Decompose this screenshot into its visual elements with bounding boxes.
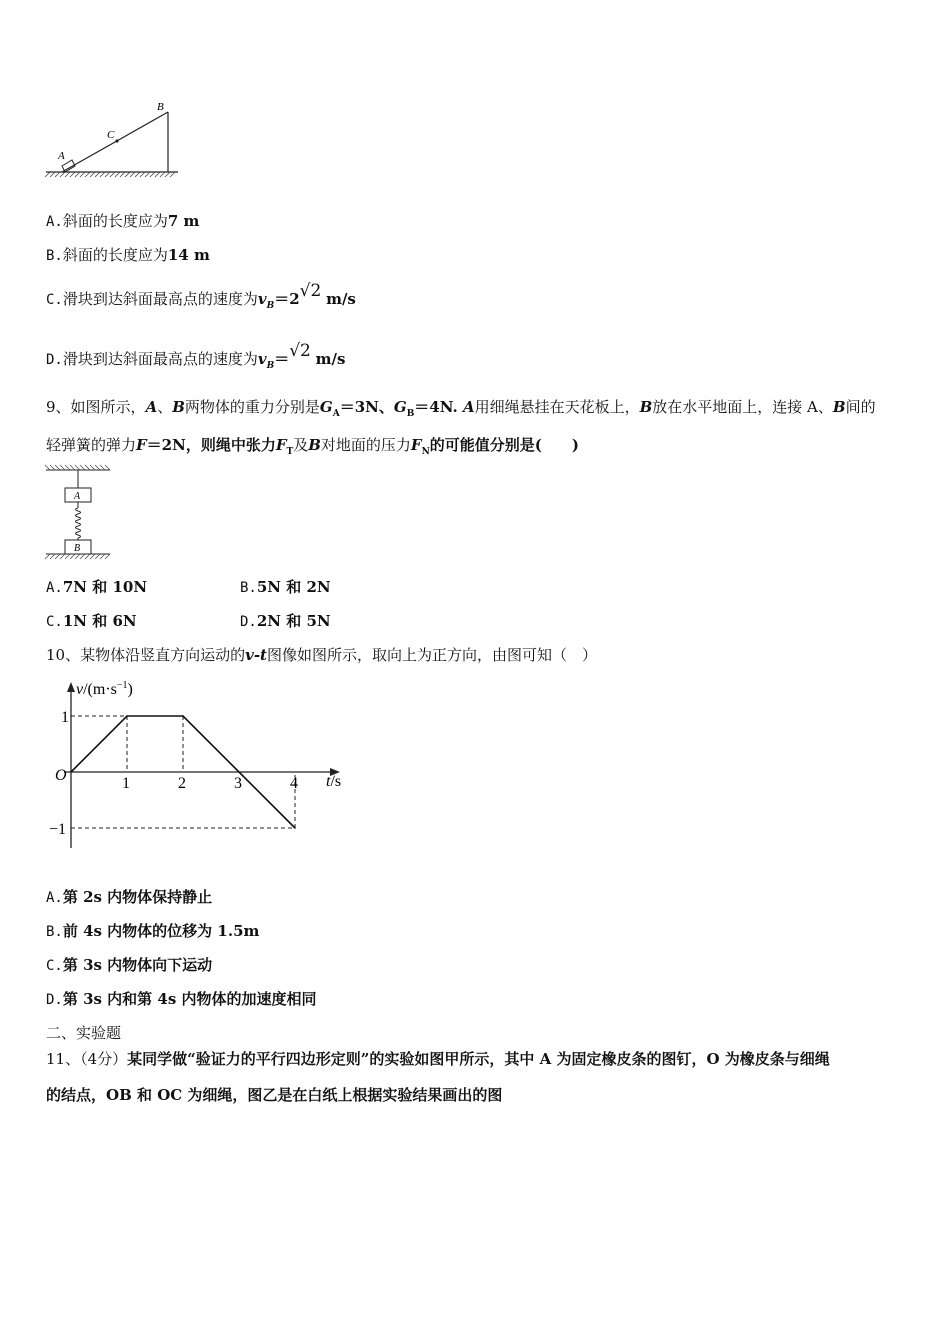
label-b: B [157, 101, 164, 113]
y-tick-label: −1 [49, 821, 67, 838]
data-point [294, 827, 296, 829]
label-c: C [107, 129, 115, 141]
x-tick-label: 3 [234, 775, 242, 792]
q9-option-d: D.2N 和 5N [240, 612, 331, 630]
section-title: 二、实验题 [46, 1024, 122, 1042]
q8-option-b: B.斜面的长度应为14 m [46, 246, 210, 264]
spring [76, 508, 81, 538]
point-c [115, 139, 118, 142]
q11-line2: 的结点，OB 和 OC 为细绳，图乙是在白纸上根据实验结果画出的图 [46, 1086, 503, 1104]
q8-option-d: D.滑块到达斜面最高点的速度为$v_B=√2$ m/s [46, 341, 346, 371]
q10-stem: 10、某物体沿竖直方向运动的v-t图像如图所示，取向上为正方向，由图可知（ ） [46, 646, 597, 664]
q11-line1: 11、（4分）某同学做“验证力的平行四边形定则”的实验如图甲所示，其中 A 为固定橡皮条的图钉，O 为橡皮条与细绳 [46, 1050, 830, 1068]
data-point [238, 771, 240, 773]
q10-option-d: D.第 3s 内和第 4s 内物体的加速度相同 [46, 990, 317, 1008]
svg-text:B: B [74, 543, 81, 554]
data-point [126, 715, 128, 717]
incline-figure [44, 96, 184, 182]
x-tick-label: 1 [122, 775, 130, 792]
q9-line2: 轻弹簧的弹力F＝2N，则绳中张力$F_T$及B对地面的压力$F_N$的可能值分别是( ) [46, 436, 579, 457]
data-point [70, 771, 72, 773]
label-a: A [58, 150, 65, 162]
q8-option-c: C.滑块到达斜面最高点的速度为$v_B=2√2$ m/s [46, 281, 356, 311]
q10-option-a: A.第 2s 内物体保持静止 [46, 888, 213, 906]
y-axis-label: $v/(m\cdot s^{-1})$ [76, 680, 133, 698]
x-axis-label: t/s [326, 773, 342, 790]
q9-option-a: A.7N 和 10N [46, 578, 148, 596]
q9-line1: 9、如图所示，A、B两物体的重力分别是$G_A=3N$、$G_B=4N$. A用细绳悬挂在天花板上，B放在水平地面上，连接 A、B间的 [46, 398, 876, 419]
spring-figure [44, 464, 114, 560]
vt-chart [44, 674, 354, 854]
y-axis-arrow [67, 682, 75, 692]
svg-text:A: A [74, 491, 81, 502]
x-tick-label: 4 [290, 775, 298, 792]
x-tick-label: 2 [178, 775, 186, 792]
q10-option-c: C.第 3s 内物体向下运动 [46, 956, 213, 974]
data-point [182, 715, 184, 717]
q9-option-c: C.1N 和 6N [46, 612, 137, 630]
q10-option-b: B.前 4s 内物体的位移为 1.5m [46, 922, 260, 940]
origin-label: O [55, 767, 67, 784]
q8-option-a: A.斜面的长度应为7 m [46, 212, 200, 230]
q9-option-b: B.5N 和 2N [240, 578, 331, 596]
y-tick-label: 1 [61, 709, 69, 726]
